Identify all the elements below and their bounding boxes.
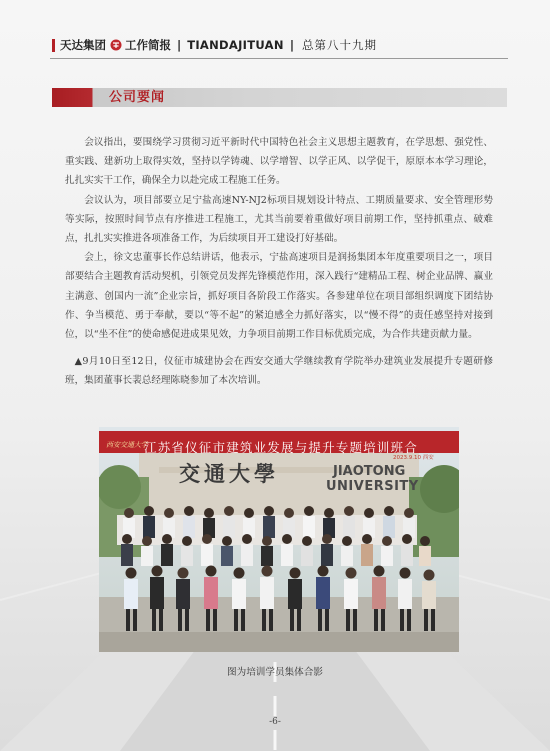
- article-body: [65, 133, 493, 391]
- page-number: -6-: [269, 717, 281, 727]
- header-rule: [50, 58, 508, 59]
- page-header: [52, 36, 512, 54]
- header-newsletter: 工作简报: [125, 38, 171, 52]
- photo-banner-text: 江苏省仪征市建筑业发展与提升专题培训班合: [144, 440, 419, 455]
- paragraph-1: 会议指出，要围绕学习贯彻习近平新时代中国特色社会主义思想主题教育，在学思想、强党性、重实践、建新功上取得实效，坚持以学铸魂、以学增智、以学正风、以学促干，原原本本学习理论，扎扎实实干工作，确保全力以赴完成工程施工任务。: [65, 137, 493, 187]
- photo-caption: 图为培训学员集体合影: [227, 667, 323, 678]
- header-accent-bar: [52, 39, 55, 52]
- paragraph-3: 会上，徐文忠董事长作总结讲话，他表示，宁盐高速项目是润扬集团本年度重要项目之一，项目部要结合主题教育活动契机，引领党员发挥先锋模范作用，深入践行“建精品工程、树企业品牌、赢业主满意、创国内一流”企业宗旨，抓好项目各阶段工作落实。各参建单位在项目部组织调度下团结协作、争当模范、勇于奉献，要以“等不起”的紧迫感全力抓好落实，以“慢不得”的责任感坚持对接到位，以“坐不住”的使命感促进成果见效，力争项目前期工作目标优质完成，为合作共建贡献力量。: [65, 252, 493, 341]
- building-sign-english-2: UNIVERSITY: [326, 479, 419, 494]
- header-issue: 总第八十九期: [302, 38, 378, 52]
- header-latin-name: TIANDAJITUAN: [187, 38, 284, 52]
- company-logo-icon: [110, 39, 122, 51]
- section-title: 公司要闻: [109, 90, 166, 105]
- header-brand: 天达集团: [60, 38, 106, 52]
- news-item: ▲9月10日至12日，仪征市城建协会在西安交通大学继续教育学院举办建筑业发展提升专题研修班，集团董事长裴总经理陈晓参加了本次培训。: [65, 356, 493, 387]
- building-sign-english-1: JIAOTONG: [333, 464, 406, 479]
- paragraph-2: 会议认为，项目部要立足宁盐高速NY-NJ2标项目规划设计特点、工期质量要求、安全管理形势等实际，按照时间节点有序推进工程施工，尤其当前要着重做好项目前期工作，坚持抓重点、破难点，扎扎实实推进各项准备工作，为后续项目开工建设打好基础。: [65, 194, 493, 245]
- header-separator-1: |: [177, 38, 182, 52]
- photo-date-stamp: 2023.9.10 西安: [393, 455, 434, 461]
- building-sign-chinese: 交通大學: [179, 461, 279, 486]
- header-separator-2: |: [289, 38, 295, 52]
- photo-banner-emblem-text: 西安交通大学: [106, 441, 148, 449]
